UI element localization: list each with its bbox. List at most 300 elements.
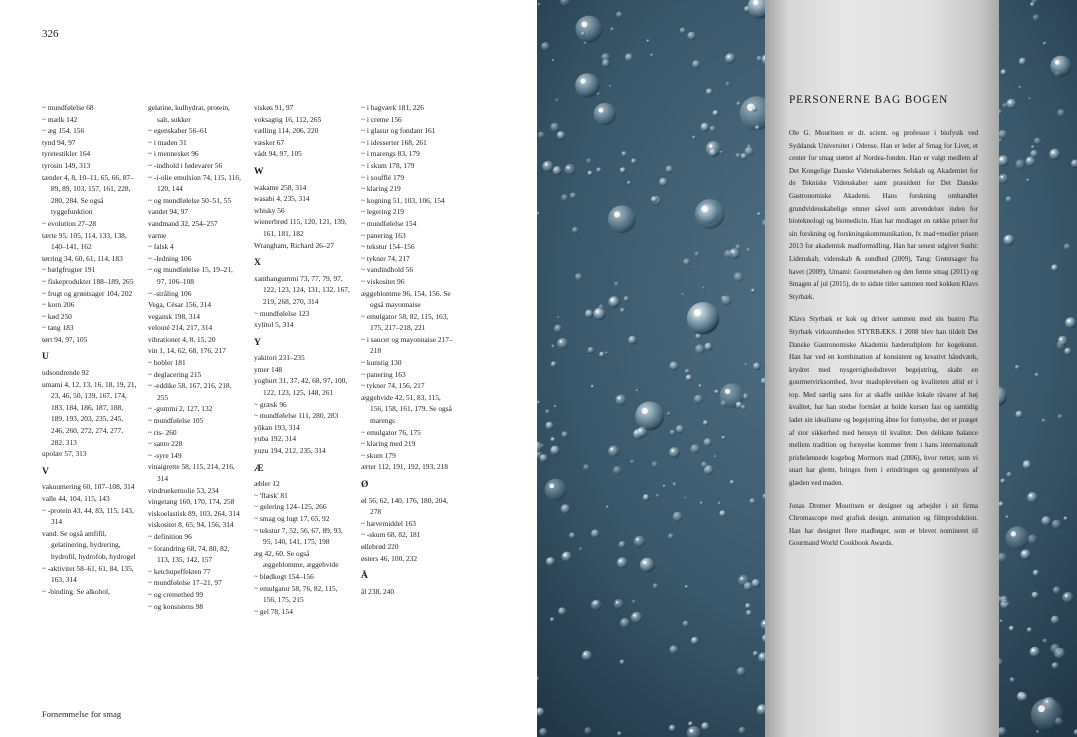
index-entry: wienerbrød 115, 120, 121, 139, 161, 181, 182: [254, 217, 347, 238]
bubble: [736, 102, 740, 106]
bubble: [640, 558, 655, 573]
bubble: [730, 480, 735, 485]
page-number: 326: [42, 28, 59, 40]
bubble: [599, 304, 604, 309]
bubble-highlight: [611, 299, 613, 301]
index-entry: ~ tykner 74, 217: [361, 253, 410, 263]
bubble: [1063, 592, 1074, 603]
bubble: [752, 579, 761, 588]
bubble-highlight: [1006, 237, 1008, 239]
index-entry: ~ emulgator 58, 82, 115, 163, 175, 217–218, 221: [361, 311, 449, 333]
index-entry: ~ i marengs 83, 179: [361, 149, 420, 159]
index-column-3: [254, 102, 351, 617]
bubble: [597, 93, 600, 96]
bubble: [1002, 103, 1007, 108]
index-entry: ~ i idesserter 168, 261: [361, 137, 427, 147]
index-letter-heading: Ø: [361, 480, 369, 490]
bubble: [1033, 15, 1040, 22]
bubble: [1041, 516, 1051, 526]
bubble: [582, 651, 592, 661]
bubble-highlight: [727, 56, 729, 58]
index-entry: ~ legering 219: [361, 207, 404, 217]
index-entry: ~ forandring 68, 74, 80, 82, 113, 135, 142, 157: [148, 543, 230, 565]
bubble: [613, 466, 622, 475]
bubble: [714, 455, 717, 458]
index-entry: ~ klaring 219: [361, 184, 401, 194]
bubble: [1052, 662, 1059, 669]
bubble: [691, 637, 699, 645]
bubble: [1016, 411, 1023, 418]
bubble: [714, 390, 718, 394]
bubble: [1058, 336, 1068, 346]
index-entry: ~ vandindhold 56: [361, 265, 414, 275]
bubble: [1027, 627, 1032, 632]
bubble: [695, 199, 725, 229]
index-entry: velouté 214, 217, 314: [148, 323, 213, 333]
bubble: [753, 363, 761, 371]
bubble: [1043, 639, 1048, 644]
bubble: [1030, 150, 1038, 158]
index-entry: ~ -aktivitet 58–61, 61, 84, 135, 163, 314: [42, 563, 134, 585]
bubble: [572, 227, 579, 234]
bubble: [659, 178, 668, 187]
bubble: [620, 167, 626, 173]
bubble: [752, 106, 758, 112]
bubble: [1027, 492, 1038, 503]
bubble: [1043, 42, 1047, 46]
bubble: [694, 395, 703, 404]
bubble-highlight: [701, 206, 708, 213]
index-entry: ~ emulgator 76, 175: [361, 427, 421, 437]
index-entry: æbler 12: [254, 479, 280, 489]
index-entry: ~ deglacering 215: [148, 369, 202, 379]
bubble: [617, 557, 628, 568]
bubble: [1065, 317, 1076, 328]
bubble: [1051, 264, 1058, 271]
index-entry: gelatine, kulhydrat, protein, salt, sukker: [148, 103, 230, 124]
index-entry: ~ hævemiddel 163: [361, 518, 416, 528]
index-entry: ~ viskositet 96: [361, 276, 405, 286]
bubble: [569, 532, 575, 538]
index-entry: ~ gelering 124–125, 266: [254, 502, 327, 512]
bubble-highlight: [1001, 176, 1003, 178]
bubble: [745, 603, 751, 609]
bubble: [591, 529, 600, 538]
bubble: [736, 153, 741, 158]
bubble-highlight: [545, 163, 547, 165]
index-entry: tynd 94, 97: [42, 137, 76, 147]
bubble: [599, 352, 605, 358]
bubble: [553, 166, 562, 175]
index-entry: ~ i saucer og mayonnaise 217–218: [361, 334, 453, 356]
bubble: [718, 502, 721, 505]
bubble: [753, 651, 759, 657]
bubble: [1030, 647, 1040, 657]
bubble: [1015, 365, 1020, 370]
index-entry: ~ -eddike 58, 167, 216, 218, 255: [148, 381, 232, 402]
bubble: [1049, 149, 1060, 160]
index-entry: ~ græsk 96: [254, 399, 287, 409]
index-entry: wakame 258, 314: [254, 182, 307, 192]
index-entry: wasabi 4, 235, 314: [254, 194, 310, 204]
bubble: [751, 289, 755, 293]
index-entry: ~ og mundfølelse 15, 19–21, 97, 106–108: [148, 265, 233, 286]
bubble: [614, 599, 624, 609]
index-entry: whisky 56: [254, 205, 285, 215]
bubble: [1058, 414, 1063, 419]
bubble: [692, 60, 700, 68]
bubble-highlight: [1038, 705, 1045, 712]
bubble-highlight: [759, 707, 761, 709]
index-entry: ~ ketchupeffekten 77: [148, 566, 211, 576]
index-entry: ~ i mennesket 96: [148, 149, 199, 159]
bubble: [690, 444, 699, 453]
bubble: [713, 110, 719, 116]
index-entry: yakitori 231–235: [254, 353, 305, 363]
bubble: [1035, 373, 1039, 377]
bubble: [746, 610, 752, 616]
bubble-highlight: [1011, 531, 1016, 536]
bubble: [1028, 97, 1031, 100]
index-entry: yuzu 194, 212, 235, 314: [254, 446, 326, 456]
bubble: [669, 725, 676, 732]
bubble: [557, 316, 559, 318]
index-entry: tørring 34, 60, 61, 114, 183: [42, 253, 123, 263]
index-letter-heading: V: [42, 466, 49, 477]
bubble: [1051, 616, 1060, 625]
bubble: [1031, 145, 1035, 149]
bubble: [1001, 596, 1008, 603]
bubble: [542, 161, 553, 172]
index-entry: ~ mundfølelse 123: [254, 308, 310, 318]
bubble: [687, 32, 696, 41]
bubble-highlight: [694, 309, 701, 316]
index-entry: vinaigrette 58, 115, 214, 216, 314: [148, 462, 235, 483]
index-entry: ~ definition 96: [148, 531, 192, 541]
bubble-highlight: [598, 108, 603, 113]
bubble: [1034, 138, 1041, 145]
index-entry: voksagtig 16, 112, 265: [254, 114, 322, 124]
bubble: [663, 485, 666, 488]
index-entry: ~ fiskeprodukter 188–189, 265: [42, 276, 134, 286]
bubble: [620, 660, 625, 665]
bubble: [550, 617, 555, 622]
bubble-highlight: [596, 310, 599, 313]
bubble: [999, 138, 1003, 142]
index-entry: yuba 192, 314: [254, 434, 297, 444]
index-entry: ~ og konsistens 98: [148, 601, 204, 611]
right-page: [537, 0, 1077, 737]
bubble: [635, 402, 664, 431]
bubble: [575, 273, 583, 281]
bubble: [594, 103, 616, 125]
bubble-highlight: [761, 655, 763, 657]
index-entry: ~ mundfølelse 105: [148, 416, 204, 426]
index-entry: ~ mælk 142: [42, 114, 78, 124]
bubble-highlight: [639, 429, 641, 431]
bubble: [734, 272, 744, 282]
index-entry: ~ tekstur 7, 52, 56, 67, 89, 93, 95, 140, 141, 175, 198: [254, 525, 343, 547]
bubble: [585, 310, 593, 318]
bubble: [1057, 109, 1065, 117]
bubble-highlight: [1065, 594, 1067, 596]
bio-paragraph-jonas: Jonas Drotner Mouritsen er designer og arbejder i sit firma Chromascope med grafisk design, animation og filmproduktion. Han har designet flere madbøger, som er blevet nomineret til Gourmand World Cookbook Awards.: [789, 501, 978, 548]
bubble: [695, 334, 701, 340]
bubble: [1050, 644, 1060, 654]
bubble: [540, 454, 548, 462]
bubble-highlight: [611, 448, 613, 450]
bubble: [593, 600, 599, 606]
bubble: [538, 132, 545, 139]
bubble: [704, 438, 712, 446]
bubble: [700, 501, 703, 504]
bubble: [586, 158, 592, 164]
index-entry: varme: [148, 230, 167, 240]
bubble: [562, 552, 572, 562]
index-entry: ~ æg 154, 156: [42, 126, 85, 136]
index-entry: ærter 112, 191, 192, 193, 218: [361, 462, 448, 472]
bubble-highlight: [690, 729, 693, 732]
bubble: [539, 728, 547, 736]
bubble: [651, 196, 657, 202]
bubble: [579, 547, 583, 551]
bubble-highlight: [1055, 60, 1060, 65]
bubble: [1010, 677, 1015, 682]
index-entry: ~ -protein 43, 44, 83, 115, 143, 314: [42, 505, 134, 527]
index-entry: ~ i creme 156: [361, 114, 402, 124]
bubble: [737, 667, 746, 676]
index-entry: valle 44, 104, 115, 143: [42, 494, 110, 503]
bubble: [998, 155, 1009, 166]
bubble: [685, 369, 690, 374]
bubble-highlight: [636, 538, 638, 540]
bubble: [631, 158, 637, 164]
index-entry: vand. Se også amfifil, gelatinering, hydrering, hydrofil, hydrofob, hydrogel: [42, 528, 136, 561]
bubble: [602, 59, 610, 67]
index-entry: ~ skum 179: [361, 450, 396, 460]
bubble: [755, 125, 760, 130]
panel-title: PERSONERNE BAG BOGEN: [789, 94, 949, 106]
index-entry: ~ kød 250: [42, 311, 72, 321]
bubble: [1009, 626, 1015, 632]
index-entry: æggeblomme 96, 154, 156. Se også mayonnaise: [361, 288, 451, 310]
bubble: [670, 430, 675, 435]
bubble: [546, 422, 554, 430]
bubble: [620, 308, 625, 313]
bubble: [1021, 550, 1031, 560]
bio-paragraph-ole: Ole G. Mouritsen er dr. scient. og professor i biofysik ved Syddansk Universitet i Odense. Han er leder af Smag for Livet, et center for smag støttet af Nordea-fonden. Han er valgt medlem af Det Kongelige Danske Videnskabernes Selskab og Akademiet for de Tekniske Videnskaber samt præsident for Det Danske Gastronomiske Akademi. Hans forskning omhandler grundvidenskabelige emner såvel som anvendelser inden for bioteknologi og biomedicin. Han har modtaget en række priser for sin forskning og forskningskommunikation, fx mad+medier prisen 2013 for akademisk madformidling. Han har senest udgivet Sushi: Lidenskab, videnskab & sundhed (2009), Tang: Grøntsager fra havet (2009), Umami: Gourmetaben og den femte smag (2011) og Smagen af jul (2015), de to sidste titler sammen med kokken Klavs Styrbæk.: [789, 129, 978, 301]
bubble: [722, 436, 726, 440]
running-footer: Fornemmelse for smag: [42, 710, 122, 719]
bubble: [625, 53, 633, 61]
index-entry: ~ panering 163: [361, 230, 406, 240]
index-entry: ~ -skum 68, 82, 181: [361, 530, 421, 540]
index-entry: øl 56, 62, 140, 176, 180, 204, 278: [361, 495, 449, 517]
bubble: [653, 583, 659, 589]
bubble-highlight: [633, 614, 635, 616]
index-letter-heading: Å: [361, 571, 368, 582]
bubble: [1015, 159, 1025, 169]
bubble: [676, 425, 684, 433]
bubble: [609, 85, 612, 88]
index-entry: upolær 57, 313: [42, 449, 87, 459]
bubble: [669, 447, 680, 458]
index-entry: tyrosin 149, 313: [42, 160, 91, 170]
index-entry: ~ mundfølelse 17–21, 97: [148, 578, 222, 588]
bubble-highlight: [1032, 649, 1034, 651]
bubble-highlight: [642, 408, 648, 414]
index-entry: tyretestikler 164: [42, 149, 91, 159]
bubble-highlight: [560, 340, 562, 342]
bubble: [688, 722, 693, 727]
bubble: [719, 510, 726, 517]
index-entry: ~ falsk 4: [148, 242, 174, 252]
index-entry: vandet 94, 97: [148, 207, 189, 217]
bubble: [726, 82, 731, 87]
bubble: [546, 557, 555, 566]
bubble: [746, 248, 750, 252]
bubble: [561, 504, 571, 514]
bubble: [583, 464, 590, 471]
bubble-highlight: [1052, 151, 1054, 153]
bubble: [554, 325, 562, 333]
index-entry: ~ i maden 31: [148, 137, 187, 147]
panel-body: [789, 127, 978, 560]
bubble: [1020, 693, 1028, 701]
bubble: [1025, 156, 1035, 166]
bubble: [1064, 348, 1071, 355]
bubble-highlight: [741, 577, 743, 579]
index-entry: ~ og mundfølelse 50–51, 55: [148, 195, 232, 205]
bubble: [724, 250, 732, 258]
bubble: [591, 385, 594, 388]
bubble: [1006, 99, 1016, 109]
bubble-highlight: [1028, 159, 1030, 161]
index-entry: yōkan 193, 314: [254, 422, 300, 432]
bubble: [1032, 592, 1039, 599]
bubble-highlight: [709, 144, 712, 147]
bubble: [557, 338, 568, 349]
bubble: [610, 27, 614, 31]
index-entry: ~ egenskaber 56–61: [148, 126, 208, 136]
bubble: [609, 296, 620, 307]
bubble: [558, 607, 566, 615]
index-entry: ~ i glasur og fondant 161: [361, 126, 436, 136]
bubble: [550, 446, 560, 456]
bubble: [745, 363, 748, 366]
bubble: [1064, 517, 1068, 521]
bubble: [739, 727, 746, 734]
bubble: [647, 39, 650, 42]
index-entry: Wrangham, Richard 26–27: [254, 240, 334, 250]
index-entry: vådt 94, 97, 105: [254, 149, 302, 159]
bubble: [593, 308, 605, 320]
bubble: [634, 536, 645, 547]
bubble: [710, 126, 716, 132]
bubble: [722, 296, 732, 306]
bubble: [683, 259, 690, 266]
bubble: [552, 59, 555, 62]
index-entry: ~ mundfølelse 154: [361, 218, 417, 228]
index-column-2: [148, 102, 243, 612]
bubble: [998, 502, 1004, 508]
bubble: [1006, 526, 1029, 549]
bubble: [637, 427, 648, 438]
index-entry: xylitol 5, 314: [254, 320, 294, 330]
bubble: [581, 32, 585, 36]
bubble: [576, 16, 603, 43]
index-entry: ~ -i-olie emulsion 74, 115, 116, 120, 144: [148, 172, 241, 194]
bubble: [624, 296, 630, 302]
index-entry: viskøs 91, 97: [254, 103, 294, 112]
bubble-highlight: [671, 449, 673, 451]
bubble: [1000, 620, 1003, 623]
bubble: [1007, 472, 1013, 478]
bubble: [720, 151, 723, 154]
bubble-highlight: [753, 0, 758, 5]
bubble: [667, 412, 671, 416]
bubble: [670, 645, 679, 654]
bubble: [616, 12, 623, 19]
index-letter-heading: Æ: [254, 463, 264, 474]
index-entry: ~ i soufflé 179: [361, 172, 405, 182]
index-entry: vin 1, 14, 62, 68, 176, 217: [148, 346, 226, 356]
bubble: [562, 431, 569, 438]
index-entry: ~ panering 163: [361, 369, 406, 379]
bubble: [680, 28, 686, 34]
bubble: [668, 533, 674, 539]
index-entry: Vega, César 156, 314: [148, 300, 212, 310]
bubble: [684, 497, 686, 499]
bubble: [1001, 69, 1007, 75]
bubble: [656, 494, 660, 498]
index-entry: ~ mundfølelse 111, 280, 283: [254, 411, 339, 421]
index-entry: vindruekernolie 53, 234: [148, 485, 219, 495]
bubble: [703, 420, 709, 426]
bubble: [554, 405, 557, 408]
bubble-highlight: [618, 397, 620, 399]
index-entry: vingetang 160, 170, 174, 258: [148, 497, 235, 507]
bubble-highlight: [549, 484, 554, 489]
index-letter-heading: W: [254, 166, 264, 177]
index-entry: ~ blødkogt 154–156: [254, 571, 314, 581]
index-letter-heading: U: [42, 352, 49, 363]
index-letter-heading: X: [254, 258, 261, 269]
index-entry: ~ santo 228: [148, 439, 183, 449]
index-entry: ~ klaring med 219: [361, 439, 416, 449]
bubble-highlight: [614, 211, 620, 217]
bubble: [686, 375, 693, 382]
bubble-highlight: [1060, 338, 1062, 340]
left-page-index: [0, 0, 537, 737]
index-entry: vandmand 32, 254–257: [148, 218, 218, 228]
index-entry: ~ mundfølelse 68: [42, 103, 94, 112]
index-entry: viskositet 8, 65, 94, 156, 314: [148, 520, 234, 530]
bubble: [699, 384, 702, 387]
index-entry: viskoelastisk 89, 103, 264, 314: [148, 508, 240, 518]
bubble-highlight: [616, 601, 618, 603]
bubble: [706, 88, 713, 95]
bubble: [1050, 56, 1071, 77]
bubble: [575, 73, 599, 97]
bubble: [1030, 2, 1035, 7]
bubble: [998, 130, 1007, 139]
index-entry: ~ kunstig 130: [361, 358, 402, 368]
bubble: [701, 722, 709, 730]
bubble: [570, 193, 576, 199]
bubble: [617, 731, 622, 736]
index-entry: ~ -binding. Se alkohol,: [42, 586, 110, 596]
